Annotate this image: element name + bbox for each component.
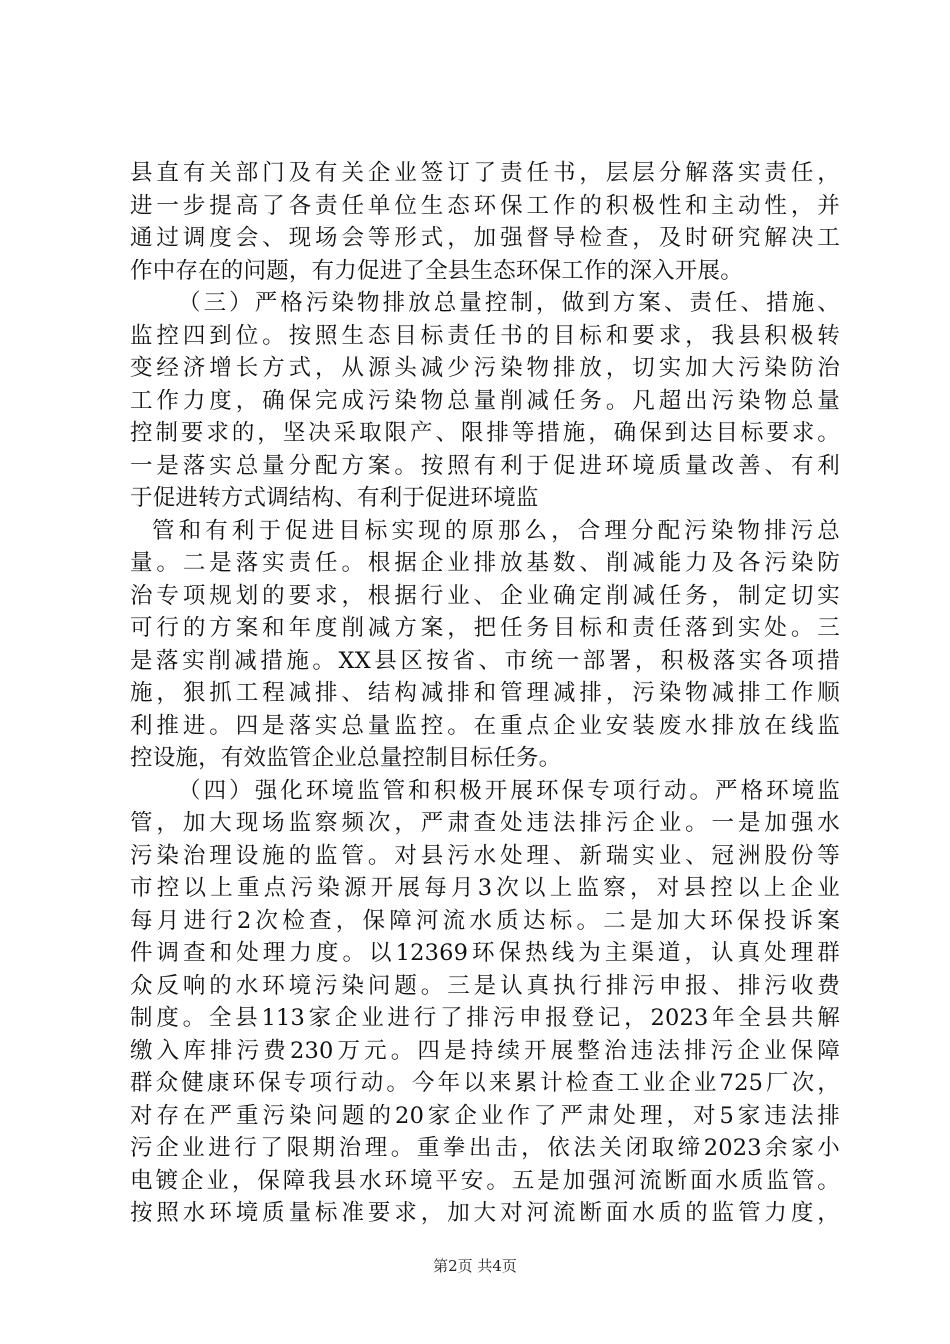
text-line: 众反响的水环境污染问题。三是认真执行排污申报、排污收费 [130, 972, 840, 999]
text-line: 控制要求的，坚决采取限产、限排等措施，确保到达目标要求。 [130, 420, 840, 446]
text-line: 制度。全县113家企业进行了排污申报登记，2023年全县共解 [130, 1005, 840, 1031]
text-line: 治专项规划的要求，根据行业、企业确定削减任务，制定切实 [130, 582, 840, 609]
text-line: 作中存在的问题，有力促进了全县生态环保工作的深入开展。 [130, 257, 743, 284]
text-line: 管和有利于促进目标实现的原那么，合理分配污染物排污总 [152, 517, 840, 544]
text-line: 污企业进行了限期治理。重拳出击，依法关闭取缔2023余家小 [130, 1135, 840, 1161]
text-line: 管，加大现场监察频次，严肃查处违法排污企业。一是加强水 [130, 810, 840, 836]
text-line: 量。二是落实责任。根据企业排放基数、削减能力及各污染防 [130, 550, 840, 576]
text-line: 利推进。四是落实总量监控。在重点企业安装废水排放在线监 [130, 712, 840, 739]
section-heading-line: （三）严格污染物排放总量控制，做到方案、责任、措施、 [178, 290, 840, 316]
text-line: 工作力度，确保完成污染物总量削减任务。凡超出污染物总量 [130, 387, 840, 414]
text-line: 污染治理设施的监管。对县污水处理、新瑞实业、冠洲股份等 [130, 842, 840, 869]
text-line: 变经济增长方式，从源头减少污染物排放，切实加大污染防治 [130, 355, 840, 381]
text-line: 件调查和处理力度。以12369环保热线为主渠道，认真处理群 [130, 940, 840, 966]
text-line: 对存在严重污染问题的20家企业作了严肃处理，对5家违法排 [130, 1102, 840, 1129]
text-line: 施，狠抓工程减排、结构减排和管理减排，污染物减排工作顺 [130, 680, 840, 706]
text-line: 县直有关部门及有关企业签订了责任书，层层分解落实责任， [130, 160, 840, 186]
text-line: 一是落实总量分配方案。按照有利于促进环境质量改善、有利 [130, 452, 840, 479]
text-line: 控设施，有效监管企业总量控制目标任务。 [130, 745, 562, 771]
text-line: 于促进转方式调结构、有利于促进环境监 [130, 485, 539, 511]
page-number-footer: 第2页 共4页 [433, 1257, 517, 1275]
text-line: 群众健康环保专项行动。今年以来累计检查工业企业725厂次， [130, 1070, 840, 1096]
text-line: 是落实削减措施。XX县区按省、市统一部署，积极落实各项措 [130, 647, 840, 674]
body-text [130, 157, 840, 1230]
text-line: 可行的方案和年度削减方案，把任务目标和责任落到实处。三 [130, 615, 840, 641]
text-line: 按照水环境质量标准要求，加大对河流断面水质的监管力度， [130, 1200, 840, 1226]
text-line: 电镀企业，保障我县水环境平安。五是加强河流断面水质监管。 [130, 1167, 840, 1194]
text-line: 监控四到位。按照生态目标责任书的目标和要求，我县积极转 [130, 322, 840, 349]
section-heading-line: （四）强化环境监管和积极开展环保专项行动。严格环境监 [178, 777, 840, 804]
text-line: 市控以上重点污染源开展每月3次以上监察，对县控以上企业 [130, 875, 840, 901]
text-line: 每月进行2次检查，保障河流水质达标。二是加大环保投诉案 [130, 907, 840, 934]
text-line: 进一步提高了各责任单位生态环保工作的积极性和主动性，并 [130, 192, 840, 219]
text-line: 缴入库排污费230万元。四是持续开展整治违法排污企业保障 [130, 1037, 840, 1064]
text-line: 通过调度会、现场会等形式，加强督导检查，及时研究解决工 [130, 225, 840, 251]
